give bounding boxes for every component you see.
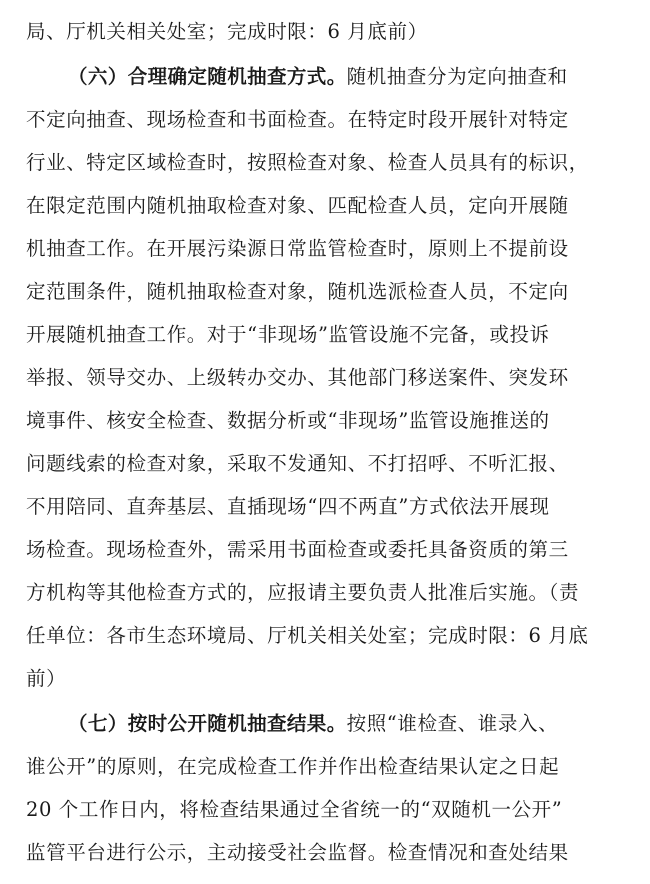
text-line [26, 659, 626, 699]
line-text: 问题线索的检查对象，采取不发通知、不打招呼、不听汇报、 [26, 452, 569, 475]
line-text: 谁公开”的原则，在完成检查工作并作出检查结果认定之日起 [26, 755, 560, 778]
line-text: 局、厅机关相关处室；完成时限：6 月底前） [26, 20, 428, 43]
line-text: 随机抽查分为定向抽查和 [346, 65, 568, 88]
line-text: 不定向抽查、现场检查和书面检查。在特定时段开展针对特定 [26, 108, 569, 131]
text-line [26, 401, 626, 441]
text-line [26, 487, 626, 527]
line-text: 开展随机抽查工作。对于“非现场”监管设施不完备，或投诉 [26, 323, 550, 346]
line-text: 20 个工作日内，将检查结果通过全省统一的“双随机一公开” [26, 798, 563, 821]
text-line [26, 229, 626, 269]
line-text: 行业、特定区域检查时，按照检查对象、检查人员具有的标识， [26, 151, 589, 174]
section-heading: （七）按时公开随机抽查结果。 [68, 712, 347, 735]
text-line [26, 315, 626, 355]
text-line [26, 12, 626, 52]
line-text: 场检查。现场检查外，需采用书面检查或委托具备资质的第三 [26, 538, 569, 561]
line-text: 方机构等其他检查方式的，应报请主要负责人批准后实施。（责 [26, 581, 580, 604]
line-text: 不用陪同、直奔基层、直插现场“四不两直”方式依法开展现 [26, 495, 550, 518]
line-text: 任单位：各市生态环境局、厅机关相关处室；完成时限：6 月底 [26, 624, 589, 647]
section-seven-heading-line [68, 704, 626, 744]
section-heading: （六）合理确定随机抽查方式。 [68, 65, 347, 88]
text-line [26, 530, 626, 570]
line-text: 境事件、核安全检查、数据分析或“非现场”监管设施推送的 [26, 409, 550, 432]
section-six-heading-line [68, 57, 626, 97]
line-text: 前） [26, 667, 67, 690]
line-text: 在限定范围内随机抽取检查对象、匹配检查人员，定向开展随 [26, 194, 569, 217]
text-line [26, 790, 626, 830]
line-text: 举报、领导交办、上级转办交办、其他部门移送案件、突发环 [26, 366, 569, 389]
text-line [26, 186, 626, 226]
text-line [26, 272, 626, 312]
text-line [26, 833, 626, 873]
line-text: 按照“谁检查、谁录入、 [346, 712, 559, 735]
line-text: 定范围条件，随机抽取检查对象，随机选派检查人员，不定向 [26, 280, 569, 303]
line-text: 监管平台进行公示，主动接受社会监督。检查情况和查处结果 [26, 841, 569, 864]
text-line [26, 444, 626, 484]
text-line [26, 143, 626, 183]
text-line [26, 747, 626, 787]
line-text: 机抽查工作。在开展污染源日常监管检查时，原则上不提前设 [26, 237, 569, 260]
text-line [26, 573, 626, 613]
text-line [26, 100, 626, 140]
text-line [26, 616, 626, 656]
text-line [26, 358, 626, 398]
